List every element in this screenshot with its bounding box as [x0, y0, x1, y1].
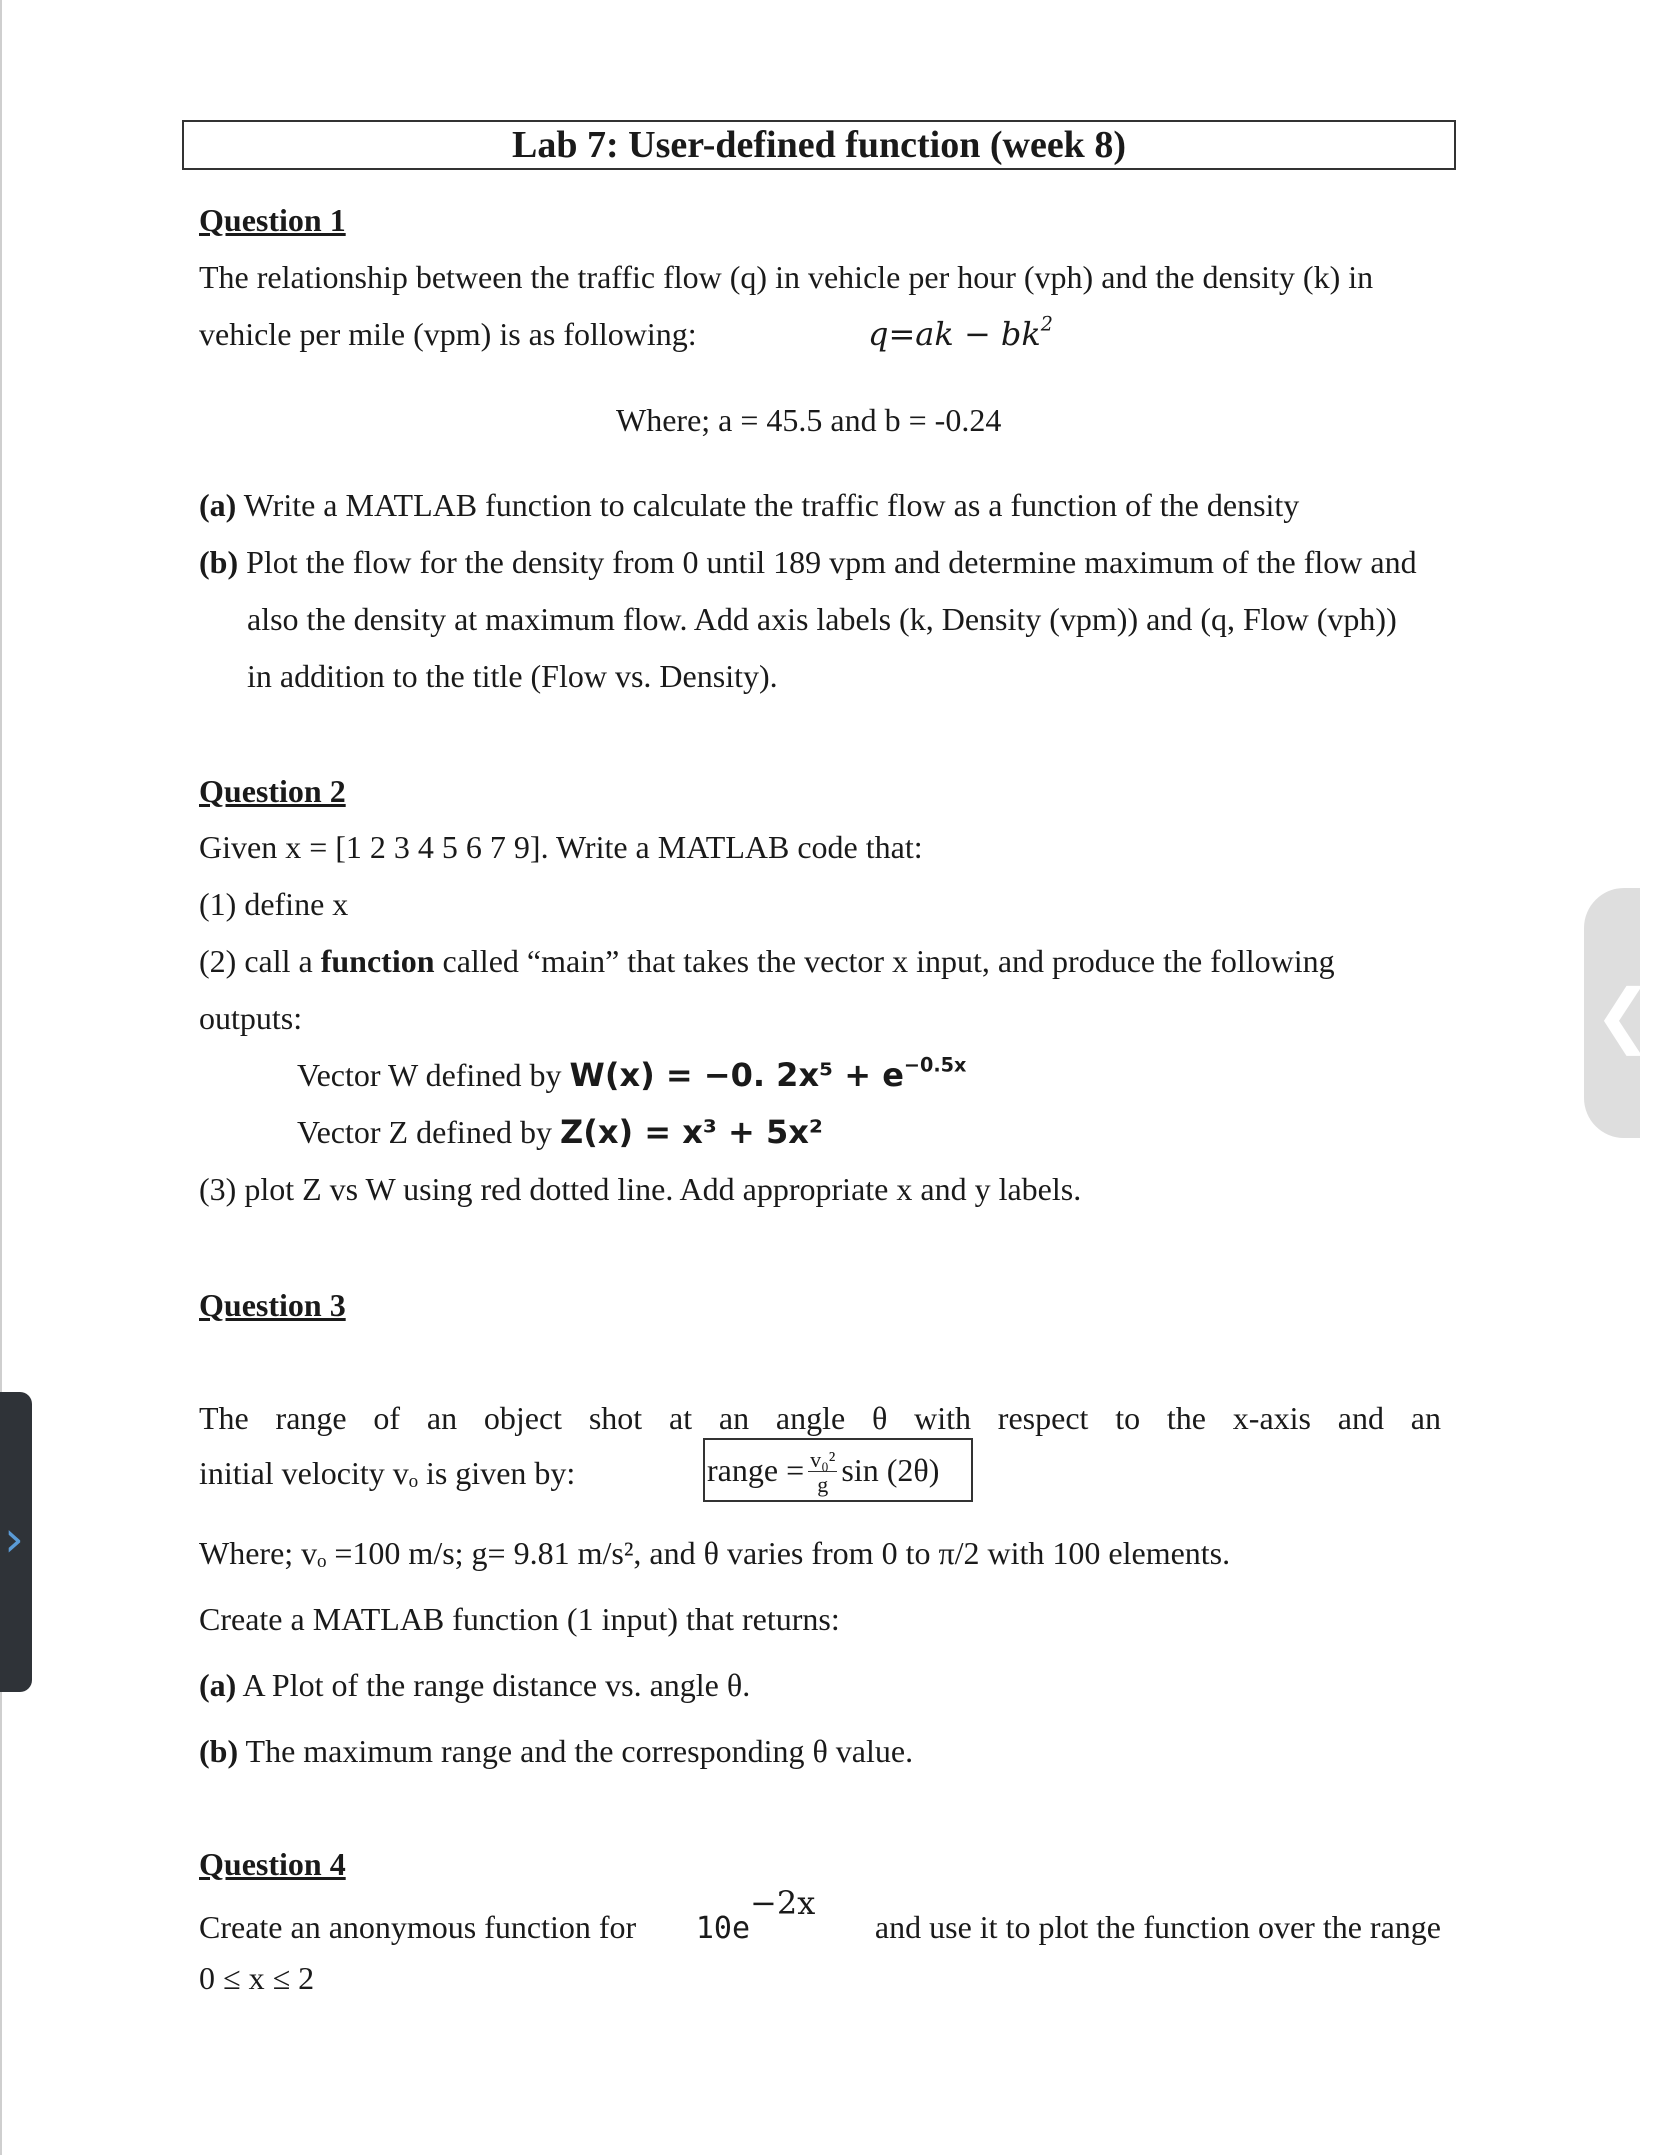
- q4-expression-exponent: −2x: [750, 1884, 816, 1922]
- q1-flow-formula-text: q=ak − bk: [868, 315, 1041, 353]
- q4-expression: [695, 1884, 816, 1947]
- q1-part-b-line-1: [199, 544, 1417, 581]
- q3-range-fraction: [808, 1446, 837, 1497]
- q2-given: Given x = [1 2 3 4 5 6 7 9]. Write a MATLAB code that:: [199, 829, 923, 865]
- q1-part-a-label: (a): [199, 487, 237, 523]
- q1-part-b-label: (b): [199, 544, 239, 580]
- q2-item-1: (1) define x: [199, 886, 349, 922]
- q2-item-2-post: called “main” that takes the vector x input, and produce the following: [442, 943, 1335, 979]
- q3-line-1: The range of an object shot at an angle θ with respect to the x-axis and an: [199, 1400, 1441, 1436]
- q3-range-formula: [703, 1438, 973, 1502]
- q3-line-2: initial velocity vₒ is given by:: [199, 1455, 576, 1491]
- q3-part-b: [199, 1733, 913, 1770]
- q1-part-b-text-1: Plot the flow for the density from 0 until 189 vpm and determine maximum of the flow and: [246, 544, 1417, 580]
- q4-line-1-post: and use it to plot the function over the range: [874, 1909, 1441, 1945]
- q2-vector-w-text: Vector W defined by: [297, 1057, 562, 1093]
- q2-item-2-line-2: outputs:: [199, 1000, 303, 1036]
- q1-where-line: Where; a = 45.5 and b = -0.24: [616, 402, 1002, 438]
- q4-line-1: [199, 1884, 1441, 1947]
- q1-flow-formula-exponent: 2: [1040, 312, 1054, 336]
- q3-part-a: [199, 1667, 750, 1704]
- sidebar-toggle-tab[interactable]: [0, 1392, 32, 1692]
- q3-fraction-denominator: g: [817, 1471, 829, 1497]
- q1-intro-line-2: vehicle per mile (vpm) is as following:: [199, 316, 697, 352]
- q1-intro-line-1: The relationship between the traffic flow (q) in vehicle per hour (vph) and the density (k) in: [199, 259, 1374, 295]
- q3-range-label: range =: [707, 1451, 805, 1488]
- title-box: [182, 120, 1456, 170]
- question-1-heading: Question 1: [199, 202, 346, 238]
- q2-vector-z-formula: Z(x) = x³ + 5x²: [560, 1113, 823, 1151]
- q2-item-3: (3) plot Z vs W using red dotted line. Add appropriate x and y labels.: [199, 1171, 1082, 1207]
- chevron-right-icon: ›: [4, 1510, 24, 1568]
- q3-range-sin: sin (2θ): [841, 1451, 940, 1488]
- q2-vector-z: [297, 1114, 823, 1151]
- q2-item-2-bold: function: [320, 943, 435, 979]
- chevron-left-icon: ❮: [1594, 974, 1653, 1056]
- q1-flow-formula: [868, 312, 1054, 353]
- q3-part-b-label: (b): [199, 1733, 239, 1769]
- q4-range: 0 ≤ x ≤ 2: [199, 1960, 315, 1996]
- q3-fraction-numerator: v₀²: [810, 1446, 836, 1472]
- q2-vector-w: [297, 1053, 967, 1094]
- q3-part-b-text: The maximum range and the corresponding θ value.: [245, 1733, 914, 1769]
- q3-part-a-text: A Plot of the range distance vs. angle θ.: [242, 1667, 751, 1703]
- q3-create: Create a MATLAB function (1 input) that returns:: [199, 1601, 840, 1637]
- question-4-heading: Question 4: [199, 1846, 346, 1882]
- q2-vector-z-text: Vector Z defined by: [297, 1114, 553, 1150]
- q4-expression-base: 10e: [695, 1911, 751, 1946]
- page-title: Lab 7: User-defined function (week 8): [512, 124, 1126, 166]
- q1-part-b-line-2: also the density at maximum flow. Add axis labels (k, Density (vpm)) and (q, Flow (vph)): [247, 601, 1397, 637]
- q3-part-a-label: (a): [199, 1667, 237, 1703]
- q2-item-2: [199, 943, 1335, 980]
- q4-line-1-pre: Create an anonymous function for: [199, 1909, 637, 1945]
- q1-part-a: [199, 487, 1299, 524]
- q3-where: Where; vₒ =100 m/s; g= 9.81 m/s², and θ varies from 0 to π/2 with 100 elements.: [199, 1535, 1231, 1571]
- question-3-heading: Question 3: [199, 1287, 346, 1323]
- q2-vector-w-formula: W(x) = −0. 2x⁵ + e: [569, 1056, 904, 1094]
- next-page-tab[interactable]: [1584, 888, 1653, 1138]
- q2-vector-w-exponent: −0.5x: [903, 1053, 967, 1077]
- q1-part-b-line-3: in addition to the title (Flow vs. Density).: [247, 658, 778, 694]
- question-2-heading: Question 2: [199, 773, 346, 809]
- q2-item-2-pre: (2) call a: [199, 943, 313, 979]
- q1-part-a-text: Write a MATLAB function to calculate the traffic flow as a function of the density: [243, 487, 1300, 523]
